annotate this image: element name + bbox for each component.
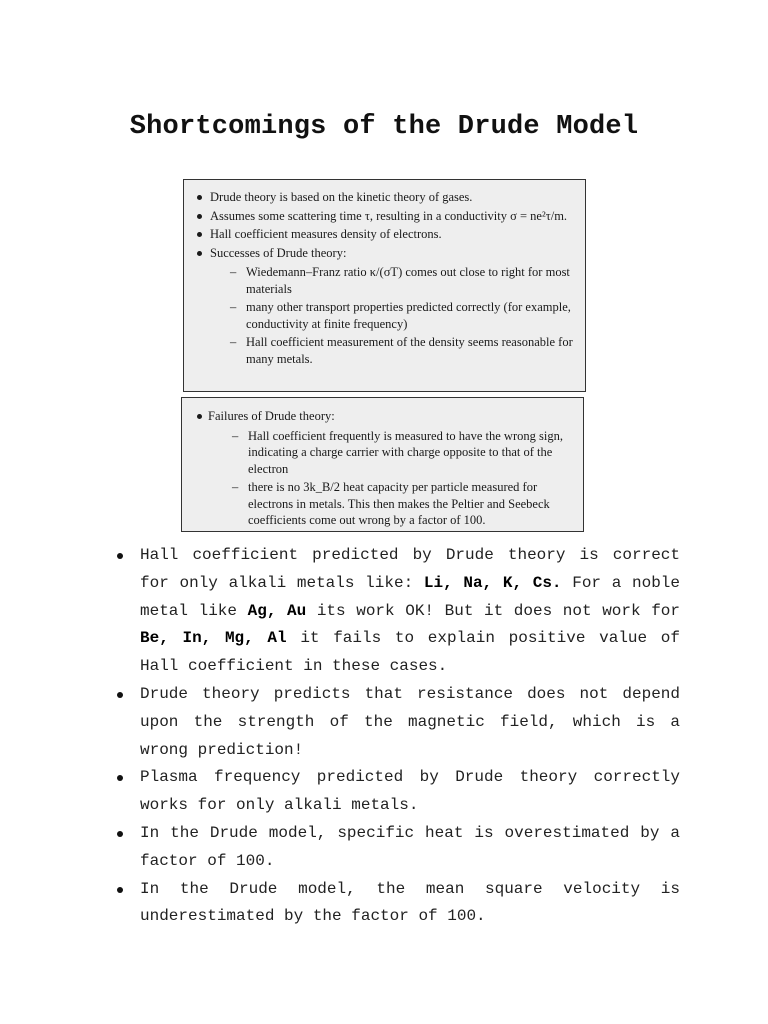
dash-icon: – — [230, 335, 237, 349]
list-item — [192, 189, 579, 206]
failing-metals: Be, In, Mg, Al — [140, 629, 287, 648]
page-title: Shortcomings of the Drude Model — [129, 112, 639, 142]
bullet-text: it fails to explain positive value of Hall coefficient in these cases. — [140, 629, 681, 676]
bullet-icon — [197, 232, 202, 237]
bullet-icon — [197, 414, 202, 419]
bullet-icon — [117, 887, 123, 893]
drude-failures-box — [181, 397, 584, 532]
bullet-icon — [197, 195, 202, 200]
bullet-text: Hall coefficient predicted by Drude theory is correct for only alkali metals like: — [140, 546, 680, 592]
sublist-item — [208, 428, 577, 478]
sublist-item — [210, 334, 579, 367]
sublist-item-text: Hall coefficient measurement of the density seems reasonable for many metals. — [246, 335, 573, 366]
list-item — [192, 208, 579, 225]
list-item-text: Drude theory is based on the kinetic theory of gases. — [210, 190, 473, 204]
sublist-item-text: Hall coefficient frequently is measured to have the wrong sign, indicating a charge carrier with charge opposite to that of the electron — [248, 428, 563, 476]
list-item — [114, 764, 680, 820]
bullet-text: Drude theory predicts that resistance does not depend upon the strength of the magnetic field, which is a wrong prediction! — [140, 684, 680, 759]
shortcomings-list — [114, 542, 680, 931]
bullet-text: For a noble metal like — [140, 573, 680, 620]
bullet-icon — [197, 251, 202, 256]
dash-icon: – — [230, 300, 237, 314]
bullet-text: Plasma frequency predicted by Drude theory correctly works for only alkali metals. — [140, 768, 680, 815]
dash-icon: – — [230, 265, 237, 279]
list-item-text: Successes of Drude theory: — [210, 245, 347, 260]
summary-list — [192, 189, 579, 367]
sublist-item — [208, 479, 577, 529]
sublist-item-text: many other transport properties predicted correctly (for example, conductivity at finite frequency) — [246, 300, 571, 331]
bullet-text: its work OK! But it does not work for — [306, 601, 681, 620]
dash-icon: – — [232, 428, 239, 443]
successes-sublist — [210, 264, 579, 367]
dash-icon: – — [232, 480, 239, 494]
bullet-icon — [117, 553, 123, 559]
failures-list — [192, 408, 577, 529]
sublist-item — [210, 299, 579, 332]
list-item — [192, 226, 579, 243]
bullet-text: In the Drude model, the mean square velocity is underestimated by the factor of 100. — [140, 879, 680, 926]
list-item-text: Hall coefficient measures density of electrons. — [210, 227, 442, 241]
bullet-icon — [117, 692, 123, 698]
sublist-item-text: there is no 3k_B/2 heat capacity per particle measured for electrons in metals. This then makes the Peltier and Seebeck coefficients come out wrong by a factor of 100. — [248, 480, 550, 527]
list-item-text: Failures of Drude theory: — [208, 409, 335, 423]
list-item — [192, 245, 579, 368]
sublist-item-text: Wiedemann–Franz ratio κ/(σT) comes out close to right for most materials — [246, 265, 570, 296]
list-item — [114, 820, 680, 876]
noble-metals: Ag, Au — [247, 601, 307, 620]
bullet-icon — [117, 775, 123, 781]
bullet-icon — [117, 831, 123, 837]
list-item — [192, 408, 577, 529]
bullet-icon — [197, 214, 202, 219]
failures-sublist — [208, 428, 577, 529]
list-item-text: Assumes some scattering time τ, resulting in a conductivity σ = ne²τ/m. — [210, 208, 568, 223]
bullet-text: In the Drude model, specific heat is overestimated by a factor of 100. — [140, 823, 680, 870]
alkali-metals: Li, Na, K, Cs. — [423, 573, 562, 592]
sublist-item — [210, 264, 579, 297]
list-item — [114, 681, 680, 764]
list-item — [114, 876, 680, 932]
list-item — [114, 542, 680, 681]
drude-summary-box — [183, 179, 586, 392]
